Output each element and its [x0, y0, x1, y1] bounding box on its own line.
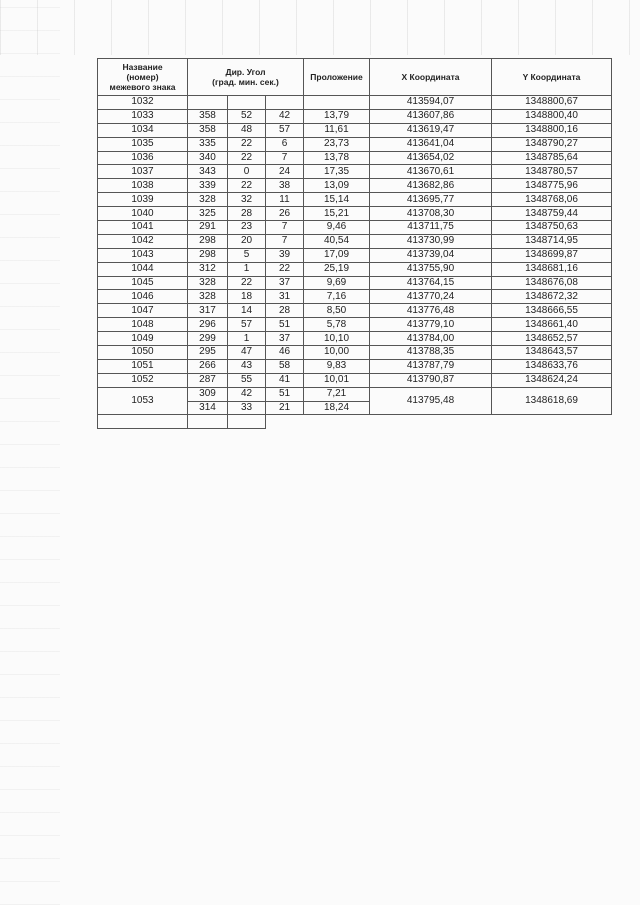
angle-degrees-cell: 299: [188, 332, 228, 346]
scan-noise-top: [0, 0, 640, 55]
angle-seconds-cell: 7: [266, 221, 304, 235]
distance-cell: 10,01: [304, 373, 370, 387]
angle-minutes-cell: 23: [228, 221, 266, 235]
x-coordinate-cell: 413670,61: [370, 165, 492, 179]
point-name-cell: 1036: [98, 151, 188, 165]
distance-cell: 9,69: [304, 276, 370, 290]
point-name-cell: 1035: [98, 137, 188, 151]
header-distance: Проложение: [304, 59, 370, 96]
x-coordinate-cell: 413795,48: [370, 387, 492, 415]
point-name-cell: 1048: [98, 318, 188, 332]
angle-degrees-cell: 309: [188, 387, 228, 401]
angle-minutes-cell: 5: [228, 248, 266, 262]
y-coordinate-cell: 1348759,44: [492, 207, 612, 221]
angle-degrees-cell: 291: [188, 221, 228, 235]
angle-seconds-cell: 42: [266, 109, 304, 123]
angle-seconds-cell: 37: [266, 332, 304, 346]
angle-seconds-cell: 41: [266, 373, 304, 387]
header-y: Y Координата: [492, 59, 612, 96]
point-name-cell: 1049: [98, 332, 188, 346]
x-coordinate-cell: 413594,07: [370, 96, 492, 110]
y-coordinate-cell: 1348643,57: [492, 346, 612, 360]
empty-cell: [188, 415, 228, 429]
x-coordinate-cell: 413779,10: [370, 318, 492, 332]
distance-cell: 10,10: [304, 332, 370, 346]
y-coordinate-cell: 1348676,08: [492, 276, 612, 290]
x-coordinate-cell: 413708,30: [370, 207, 492, 221]
distance-cell: 13,09: [304, 179, 370, 193]
y-coordinate-cell: 1348780,57: [492, 165, 612, 179]
angle-seconds-cell: 31: [266, 290, 304, 304]
distance-cell: 23,73: [304, 137, 370, 151]
distance-cell: 13,78: [304, 151, 370, 165]
angle-seconds-cell: 51: [266, 387, 304, 401]
angle-seconds-cell: 26: [266, 207, 304, 221]
point-name-cell: 1052: [98, 373, 188, 387]
angle-minutes-cell: 33: [228, 401, 266, 415]
point-name-cell: 1041: [98, 221, 188, 235]
x-coordinate-cell: 413654,02: [370, 151, 492, 165]
angle-seconds-cell: 28: [266, 304, 304, 318]
empty-cell: [228, 415, 266, 429]
y-coordinate-cell: 1348790,27: [492, 137, 612, 151]
point-name-cell: 1043: [98, 248, 188, 262]
point-name-cell: 1042: [98, 234, 188, 248]
angle-degrees-cell: 295: [188, 346, 228, 360]
angle-minutes-cell: 48: [228, 123, 266, 137]
point-name-cell: 1051: [98, 359, 188, 373]
y-coordinate-cell: 1348775,96: [492, 179, 612, 193]
scan-noise-left: [0, 0, 60, 905]
angle-degrees-cell: 298: [188, 248, 228, 262]
distance-cell: 13,79: [304, 109, 370, 123]
x-coordinate-cell: 413682,86: [370, 179, 492, 193]
x-coordinate-cell: 413607,86: [370, 109, 492, 123]
angle-minutes-cell: 32: [228, 193, 266, 207]
angle-minutes-cell: 22: [228, 276, 266, 290]
angle-degrees-cell: 266: [188, 359, 228, 373]
point-name-cell: 1045: [98, 276, 188, 290]
angle-seconds-cell: 24: [266, 165, 304, 179]
angle-minutes-cell: 55: [228, 373, 266, 387]
y-coordinate-cell: 1348624,24: [492, 373, 612, 387]
y-coordinate-cell: 1348714,95: [492, 234, 612, 248]
x-coordinate-cell: 413784,00: [370, 332, 492, 346]
point-name-cell: 1033: [98, 109, 188, 123]
angle-degrees-cell: 298: [188, 234, 228, 248]
distance-cell: 7,21: [304, 387, 370, 401]
x-coordinate-cell: 413764,15: [370, 276, 492, 290]
empty-cell: [98, 415, 188, 429]
angle-degrees-cell: 328: [188, 290, 228, 304]
point-name-cell: 1046: [98, 290, 188, 304]
x-coordinate-cell: 413641,04: [370, 137, 492, 151]
distance-cell: 7,16: [304, 290, 370, 304]
angle-minutes-cell: 0: [228, 165, 266, 179]
distance-cell: 15,21: [304, 207, 370, 221]
angle-degrees-cell: 339: [188, 179, 228, 193]
angle-minutes-cell: 57: [228, 318, 266, 332]
angle-degrees-cell: 314: [188, 401, 228, 415]
angle-degrees-cell: 312: [188, 262, 228, 276]
angle-minutes-cell: 22: [228, 151, 266, 165]
angle-minutes-cell: 20: [228, 234, 266, 248]
distance-cell: 5,78: [304, 318, 370, 332]
table-body: [98, 96, 612, 429]
distance-cell: 11,61: [304, 123, 370, 137]
angle-degrees-cell: 328: [188, 276, 228, 290]
angle-seconds-cell: 21: [266, 401, 304, 415]
x-coordinate-cell: 413730,99: [370, 234, 492, 248]
angle-degrees-cell: 328: [188, 193, 228, 207]
x-coordinate-cell: 413755,90: [370, 262, 492, 276]
angle-degrees-cell: 358: [188, 123, 228, 137]
angle-minutes-cell: 22: [228, 179, 266, 193]
angle-seconds-cell: 11: [266, 193, 304, 207]
angle-minutes-cell: 14: [228, 304, 266, 318]
angle-minutes-cell: 1: [228, 262, 266, 276]
angle-seconds-cell: 57: [266, 123, 304, 137]
angle-minutes-cell: 1: [228, 332, 266, 346]
y-coordinate-cell: 1348800,40: [492, 109, 612, 123]
distance-cell: 9,83: [304, 359, 370, 373]
point-name-cell: 1050: [98, 346, 188, 360]
point-name-cell: 1044: [98, 262, 188, 276]
distance-cell: 9,46: [304, 221, 370, 235]
angle-degrees-cell: 335: [188, 137, 228, 151]
angle-degrees-cell: 317: [188, 304, 228, 318]
empty-cell: [188, 96, 228, 110]
x-coordinate-cell: 413711,75: [370, 221, 492, 235]
header-x: X Координата: [370, 59, 492, 96]
point-name-cell: 1047: [98, 304, 188, 318]
point-name-cell: 1039: [98, 193, 188, 207]
point-name-cell: 1034: [98, 123, 188, 137]
header-angle: Дир. Угол (град. мин. сек.): [188, 59, 304, 96]
y-coordinate-cell: 1348618,69: [492, 387, 612, 415]
angle-seconds-cell: 51: [266, 318, 304, 332]
angle-seconds-cell: 37: [266, 276, 304, 290]
angle-minutes-cell: 43: [228, 359, 266, 373]
angle-seconds-cell: 39: [266, 248, 304, 262]
x-coordinate-cell: 413776,48: [370, 304, 492, 318]
point-name-cell: 1038: [98, 179, 188, 193]
angle-degrees-cell: 343: [188, 165, 228, 179]
distance-cell: 17,35: [304, 165, 370, 179]
x-coordinate-cell: 413788,35: [370, 346, 492, 360]
y-coordinate-cell: 1348666,55: [492, 304, 612, 318]
table-row: [98, 415, 612, 429]
y-coordinate-cell: 1348768,06: [492, 193, 612, 207]
distance-cell: 25,19: [304, 262, 370, 276]
angle-seconds-cell: 7: [266, 151, 304, 165]
y-coordinate-cell: 1348633,76: [492, 359, 612, 373]
point-name-cell: 1032: [98, 96, 188, 110]
distance-cell: 10,00: [304, 346, 370, 360]
x-coordinate-cell: 413787,79: [370, 359, 492, 373]
y-coordinate-cell: 1348661,40: [492, 318, 612, 332]
y-coordinate-cell: 1348681,16: [492, 262, 612, 276]
distance-cell: 40,54: [304, 234, 370, 248]
angle-degrees-cell: 340: [188, 151, 228, 165]
table-row: [98, 96, 612, 110]
angle-seconds-cell: 7: [266, 234, 304, 248]
y-coordinate-cell: 1348800,16: [492, 123, 612, 137]
angle-seconds-cell: 22: [266, 262, 304, 276]
y-coordinate-cell: 1348652,57: [492, 332, 612, 346]
angle-seconds-cell: 6: [266, 137, 304, 151]
angle-minutes-cell: 22: [228, 137, 266, 151]
empty-cell: [304, 96, 370, 110]
x-coordinate-cell: 413619,47: [370, 123, 492, 137]
angle-minutes-cell: 18: [228, 290, 266, 304]
distance-cell: 18,24: [304, 401, 370, 415]
x-coordinate-cell: 413739,04: [370, 248, 492, 262]
empty-cell: [266, 96, 304, 110]
angle-minutes-cell: 28: [228, 207, 266, 221]
distance-cell: 15,14: [304, 193, 370, 207]
angle-seconds-cell: 46: [266, 346, 304, 360]
angle-seconds-cell: 38: [266, 179, 304, 193]
point-name-cell: 1037: [98, 165, 188, 179]
header-name: Название (номер) межевого знака: [98, 59, 188, 96]
angle-degrees-cell: 358: [188, 109, 228, 123]
angle-degrees-cell: 325: [188, 207, 228, 221]
distance-cell: 8,50: [304, 304, 370, 318]
angle-seconds-cell: 58: [266, 359, 304, 373]
point-name-cell: 1040: [98, 207, 188, 221]
distance-cell: 17,09: [304, 248, 370, 262]
x-coordinate-cell: 413770,24: [370, 290, 492, 304]
y-coordinate-cell: 1348800,67: [492, 96, 612, 110]
angle-degrees-cell: 296: [188, 318, 228, 332]
empty-cell: [228, 96, 266, 110]
angle-minutes-cell: 47: [228, 346, 266, 360]
header-row: [98, 59, 612, 96]
x-coordinate-cell: 413790,87: [370, 373, 492, 387]
angle-degrees-cell: 287: [188, 373, 228, 387]
y-coordinate-cell: 1348699,87: [492, 248, 612, 262]
coordinates-table: [97, 58, 612, 429]
y-coordinate-cell: 1348750,63: [492, 221, 612, 235]
angle-minutes-cell: 52: [228, 109, 266, 123]
point-name-cell: 1053: [98, 387, 188, 415]
angle-minutes-cell: 42: [228, 387, 266, 401]
y-coordinate-cell: 1348672,32: [492, 290, 612, 304]
y-coordinate-cell: 1348785,64: [492, 151, 612, 165]
x-coordinate-cell: 413695,77: [370, 193, 492, 207]
